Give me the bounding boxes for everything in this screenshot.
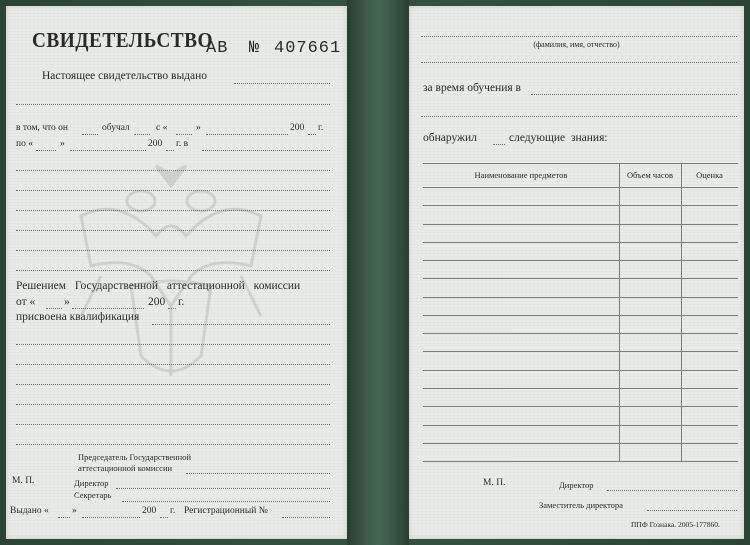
fill-line — [168, 308, 176, 309]
certificate-number: 407661 — [274, 39, 342, 58]
director-label: Директор — [74, 478, 109, 488]
table-row-line — [423, 278, 738, 279]
knowledge-label: следующие знания: — [509, 132, 608, 144]
fill-line — [421, 116, 737, 117]
to-year-suffix: г. в — [176, 139, 189, 149]
to-year: 200 — [148, 139, 163, 149]
fill-line — [16, 230, 330, 231]
qualification-label: присвоена квалификация — [16, 311, 140, 323]
name-line — [234, 83, 330, 84]
from-year-suffix: г. — [318, 123, 324, 133]
stamp-place-label: М. П. — [12, 476, 35, 486]
printer-imprint: ППФ Гознака. 2005-177860. — [631, 520, 720, 529]
name-line — [421, 62, 737, 63]
issued-quote-close: » — [72, 506, 77, 516]
signature-line — [122, 501, 330, 502]
deputy-director-label: Заместитель директора — [539, 500, 623, 510]
secretary-label: Секретарь — [74, 490, 112, 500]
commission-chair-label-2: аттестационной комиссии — [78, 463, 173, 473]
showed-label: обнаружил — [423, 132, 477, 144]
signature-line — [647, 510, 737, 511]
table-row-line — [423, 242, 738, 243]
fill-line — [72, 308, 144, 309]
to-prefix: по « — [16, 139, 33, 149]
issued-to-label: Настоящее свидетельство выдано — [42, 70, 208, 82]
full-name-caption: (фамилия, имя, отчество) — [533, 40, 620, 49]
table-header-divider — [423, 187, 738, 188]
table-row-line — [423, 297, 738, 298]
fill-line — [16, 344, 330, 345]
fill-line — [82, 517, 140, 518]
table-row-line — [423, 443, 738, 444]
fill-line — [36, 150, 56, 151]
studied-prefix: в том, что он — [16, 123, 68, 133]
fill-line — [82, 134, 98, 135]
studied-word: обучал — [102, 123, 130, 133]
decision-year: 200 — [148, 296, 166, 308]
issued-year-suffix: г. — [170, 506, 176, 516]
fill-line — [206, 134, 288, 135]
grades-table — [423, 163, 738, 461]
signature-line — [186, 473, 330, 474]
decision-label: Решением Государственной аттестационной комиссии — [16, 280, 301, 292]
table-row-line — [423, 351, 738, 352]
table-row-line — [423, 205, 738, 206]
fill-line — [16, 190, 330, 191]
fill-line — [16, 270, 330, 271]
name-line — [16, 104, 330, 105]
header-subjects: Наименование предметов — [474, 170, 568, 180]
certificate-right-page — [409, 6, 744, 539]
decision-date-quote-close: » — [64, 296, 70, 308]
table-row-line — [423, 260, 738, 261]
fill-line — [16, 210, 330, 211]
from-quote-close: » — [196, 123, 201, 133]
fill-line — [16, 364, 330, 365]
table-row-line — [423, 315, 738, 316]
coat-of-arms-watermark-icon — [61, 156, 281, 396]
issued-year: 200 — [142, 506, 157, 516]
to-quote-close: » — [60, 139, 65, 149]
certificate-series: АВ — [206, 39, 229, 58]
director-label: Директор — [559, 480, 594, 490]
registration-number-label: Регистрационный № — [184, 506, 268, 516]
from-label: с « — [156, 123, 168, 133]
table-row-line — [423, 224, 738, 225]
fill-line — [176, 134, 192, 135]
table-column-divider — [681, 163, 682, 461]
commission-chair-label: Председатель Государственной — [78, 452, 191, 462]
fill-line — [166, 150, 174, 151]
fill-line — [16, 250, 330, 251]
stamp-place-label: М. П. — [483, 478, 506, 488]
fill-line — [58, 517, 70, 518]
fill-line — [16, 404, 330, 405]
fill-line — [16, 170, 330, 171]
fill-line — [16, 424, 330, 425]
fill-line — [160, 517, 168, 518]
number-sign: № — [249, 39, 261, 58]
fill-line — [134, 134, 150, 135]
fill-line — [16, 384, 330, 385]
decision-date-prefix: от « — [16, 296, 36, 308]
fill-line — [531, 94, 737, 95]
table-row-line — [423, 425, 738, 426]
fill-line — [70, 150, 146, 151]
table-row-line — [423, 388, 738, 389]
header-hours: Объем часов — [626, 170, 673, 180]
fill-line — [282, 517, 330, 518]
fill-line — [493, 144, 505, 145]
header-grade: Оценка — [696, 170, 723, 180]
signature-line — [607, 490, 737, 491]
decision-year-suffix: г. — [178, 296, 185, 308]
table-row-line — [423, 370, 738, 371]
table-border-top — [423, 163, 738, 164]
from-year: 200 — [290, 123, 305, 133]
certificate-title: СВИДЕТЕЛЬСТВО — [32, 28, 213, 52]
fill-line — [46, 308, 62, 309]
table-row-line — [423, 333, 738, 334]
name-line — [421, 36, 737, 37]
table-row-line — [423, 406, 738, 407]
signature-line — [116, 488, 330, 489]
fill-line — [152, 324, 330, 325]
issued-prefix: Выдано « — [10, 506, 49, 516]
table-column-divider — [619, 163, 620, 461]
study-period-label: за время обучения в — [423, 82, 521, 94]
fill-line — [308, 134, 316, 135]
table-row-line — [423, 461, 738, 462]
fill-line — [202, 150, 330, 151]
document-spine — [347, 0, 409, 545]
certificate-left-page — [6, 6, 347, 539]
fill-line — [16, 444, 330, 445]
